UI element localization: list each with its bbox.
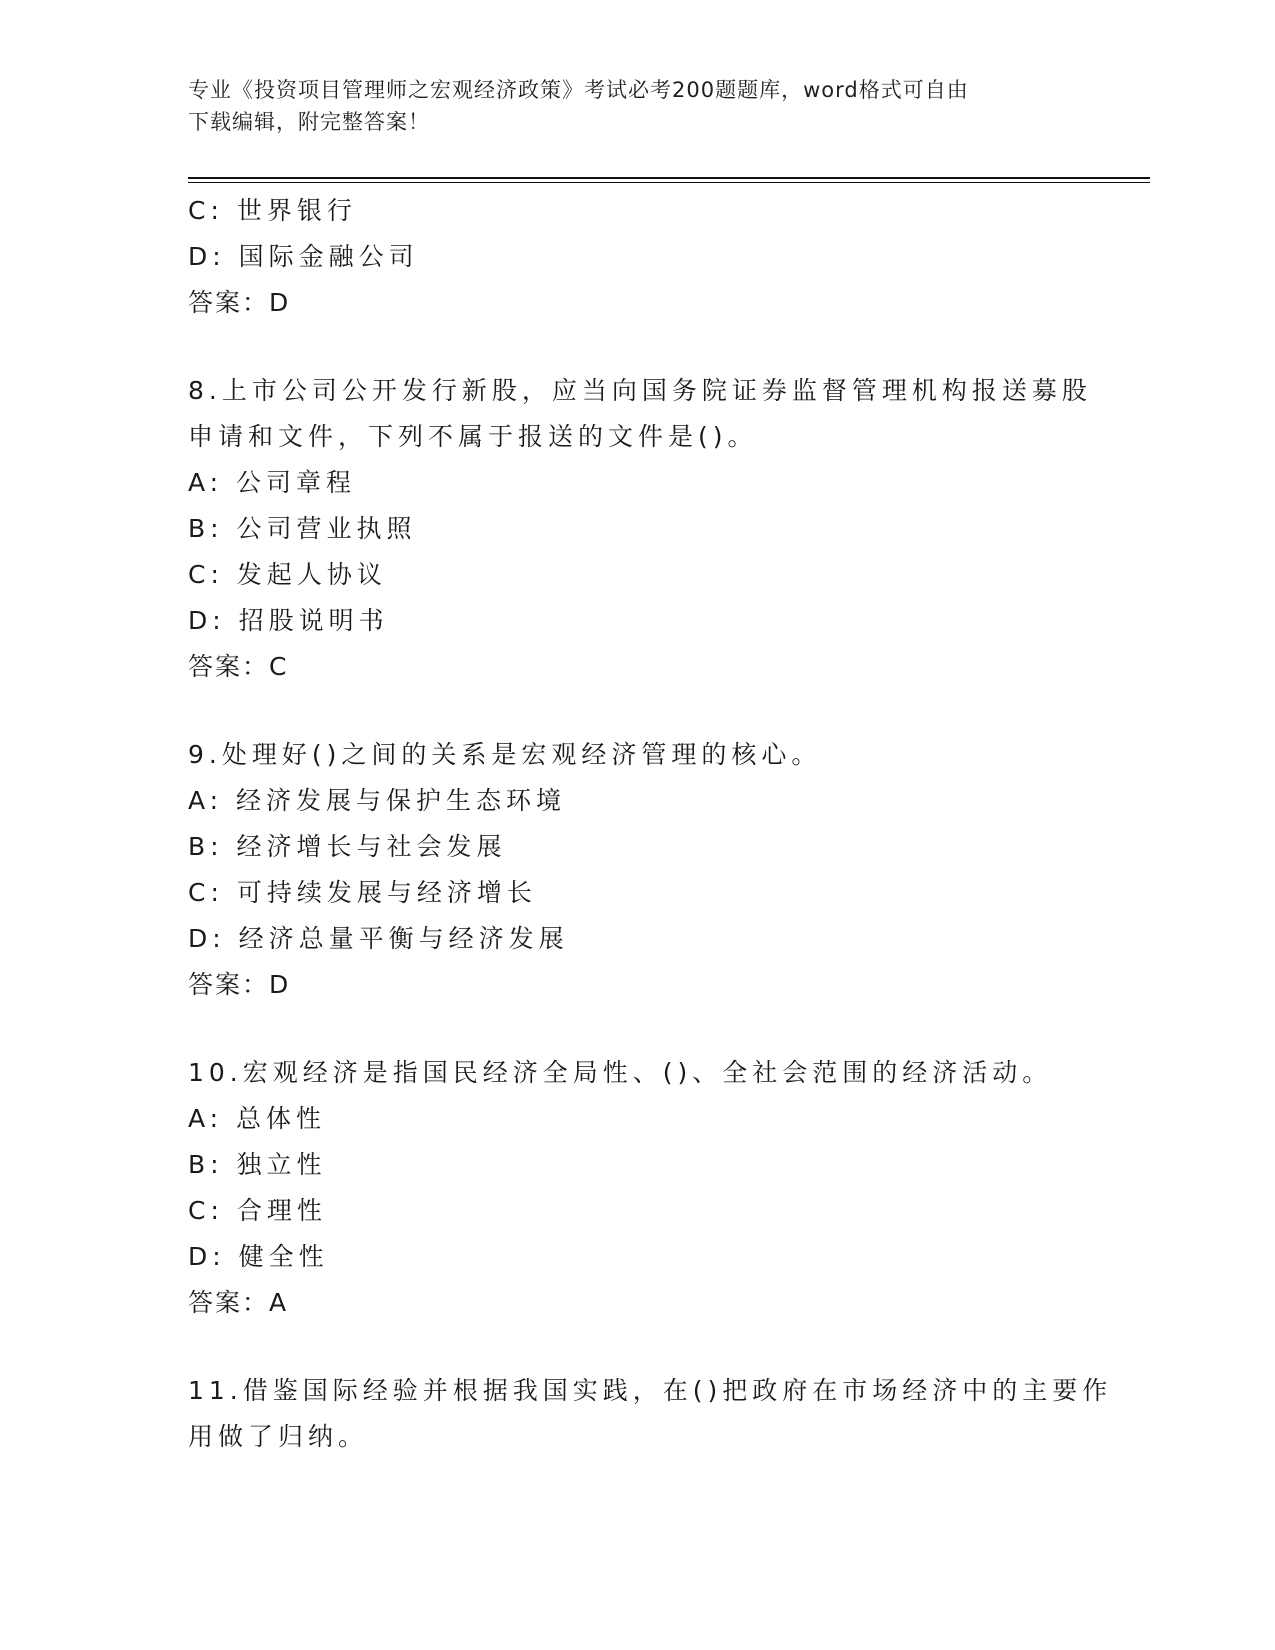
question-stem: 10.宏观经济是指国民经济全局性、()、全社会范围的经济活动。 <box>188 1058 1053 1087</box>
question-stem: 9.处理好()之间的关系是宏观经济管理的核心。 <box>188 740 822 769</box>
answer-line: 答案：D <box>188 970 291 999</box>
option-text: 合理性 <box>236 1196 327 1225</box>
question-stem-continued: 申请和文件，下列不属于报送的文件是()。 <box>188 422 758 451</box>
option-c <box>188 552 1088 598</box>
option-d <box>188 916 1088 962</box>
option-b <box>188 1142 1088 1188</box>
header-divider-thin <box>188 182 1150 183</box>
header-divider-thick <box>188 177 1150 179</box>
spacer <box>188 326 1088 368</box>
option-text: 公司营业执照 <box>236 514 417 543</box>
option-a <box>188 460 1088 506</box>
option-label: D: <box>188 1242 226 1271</box>
answer-line: 答案：C <box>188 652 289 681</box>
option-label: A: <box>188 468 224 497</box>
document-header <box>188 74 1068 138</box>
option-text: 国际金融公司 <box>238 242 419 271</box>
option-c <box>188 188 1088 234</box>
option-text: 可持续发展与经济增长 <box>236 878 537 907</box>
option-label: C: <box>188 560 224 589</box>
option-a <box>188 778 1088 824</box>
spacer <box>188 1008 1088 1050</box>
option-label: C: <box>188 1196 224 1225</box>
option-text: 健全性 <box>238 1242 329 1271</box>
option-text: 世界银行 <box>236 196 357 225</box>
option-b <box>188 824 1088 870</box>
option-text: 独立性 <box>236 1150 327 1179</box>
option-text: 总体性 <box>236 1104 327 1133</box>
option-label: B: <box>188 1150 224 1179</box>
option-text: 公司章程 <box>236 468 357 497</box>
question-stem: 11.借鉴国际经验并根据我国实践，在()把政府在市场经济中的主要作 <box>188 1376 1113 1405</box>
option-text: 经济总量平衡与经济发展 <box>238 924 569 953</box>
option-d <box>188 598 1088 644</box>
spacer <box>188 1326 1088 1368</box>
option-text: 经济发展与保护生态环境 <box>236 786 567 815</box>
option-label: A: <box>188 1104 224 1133</box>
question-list <box>188 188 1113 1460</box>
answer-line: 答案：D <box>188 288 291 317</box>
question-stem: 8.上市公司公开发行新股，应当向国务院证券监督管理机构报送募股 <box>188 376 1092 405</box>
option-label: C: <box>188 196 224 225</box>
option-label: A: <box>188 786 224 815</box>
answer-line: 答案：A <box>188 1288 289 1317</box>
option-text: 经济增长与社会发展 <box>236 832 507 861</box>
option-b <box>188 506 1088 552</box>
option-text: 招股说明书 <box>238 606 389 635</box>
option-c <box>188 1188 1088 1234</box>
option-label: D: <box>188 924 226 953</box>
option-label: D: <box>188 242 226 271</box>
spacer <box>188 690 1088 732</box>
option-label: B: <box>188 832 224 861</box>
option-label: D: <box>188 606 226 635</box>
question-stem-continued: 用做了归纳。 <box>188 1422 369 1451</box>
header-line-1: 专业《投资项目管理师之宏观经济政策》考试必考200题题库，word格式可自由 <box>188 78 969 102</box>
option-a <box>188 1096 1088 1142</box>
option-text: 发起人协议 <box>236 560 387 589</box>
option-c <box>188 870 1088 916</box>
option-label: B: <box>188 514 224 543</box>
header-line-2: 下载编辑，附完整答案！ <box>188 110 430 134</box>
option-label: C: <box>188 878 224 907</box>
option-d <box>188 234 1088 280</box>
option-d <box>188 1234 1088 1280</box>
